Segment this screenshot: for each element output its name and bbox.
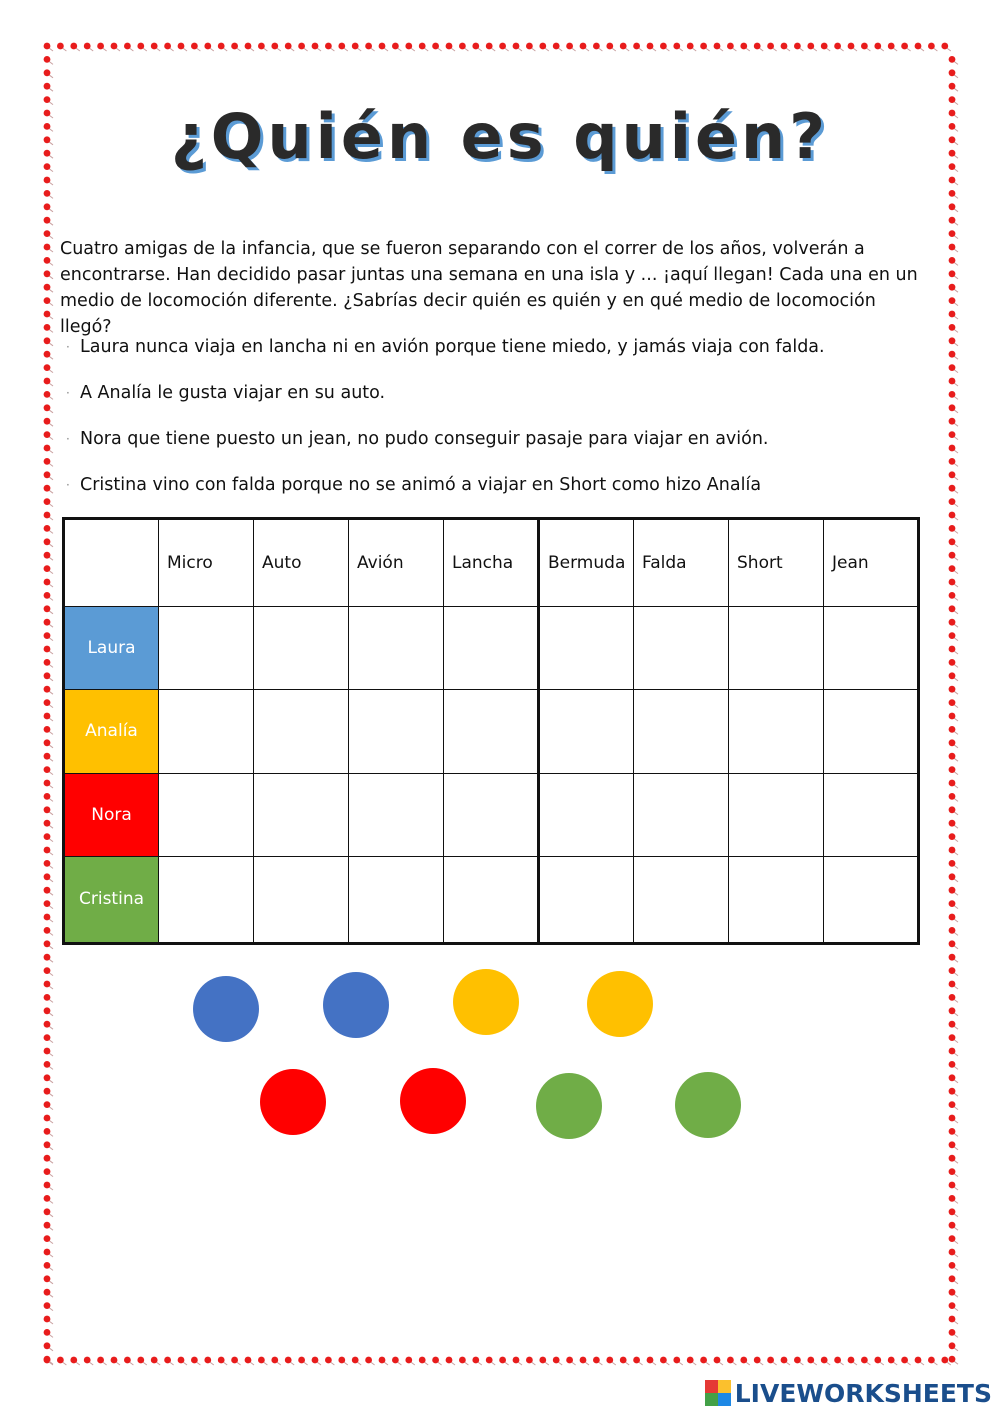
column-header-auto: Auto bbox=[254, 519, 349, 607]
column-header-avion: Avión bbox=[349, 519, 444, 607]
drop-cell[interactable] bbox=[729, 690, 824, 773]
drop-cell[interactable] bbox=[159, 773, 254, 856]
drop-cell[interactable] bbox=[824, 690, 919, 773]
column-header-micro: Micro bbox=[159, 519, 254, 607]
counter-circle[interactable] bbox=[453, 969, 519, 1035]
clue-list bbox=[64, 334, 934, 518]
counter-circle[interactable] bbox=[193, 976, 259, 1042]
bullet-icon: · bbox=[66, 386, 70, 400]
drop-cell[interactable] bbox=[159, 690, 254, 773]
clue-text: Nora que tiene puesto un jean, no pudo conseguir pasaje para viajar en avión. bbox=[80, 429, 769, 449]
counter-circle[interactable] bbox=[260, 1069, 326, 1135]
counter-circle[interactable] bbox=[675, 1072, 741, 1138]
bullet-icon: · bbox=[66, 340, 70, 354]
drop-cell[interactable] bbox=[729, 607, 824, 690]
drop-cell[interactable] bbox=[444, 856, 539, 943]
clue-item bbox=[64, 334, 934, 380]
clue-item bbox=[64, 472, 934, 518]
drop-cell[interactable] bbox=[539, 856, 634, 943]
bullet-icon: · bbox=[66, 478, 70, 492]
column-header-jean: Jean bbox=[824, 519, 919, 607]
drop-cell[interactable] bbox=[729, 773, 824, 856]
drop-cell[interactable] bbox=[444, 690, 539, 773]
drop-cell[interactable] bbox=[349, 773, 444, 856]
drop-cell[interactable] bbox=[159, 607, 254, 690]
row-label-cristina: Cristina bbox=[64, 856, 159, 943]
liveworksheets-footer bbox=[705, 1376, 992, 1410]
drop-cell[interactable] bbox=[539, 773, 634, 856]
drop-cell[interactable] bbox=[159, 856, 254, 943]
clue-text: Cristina vino con falda porque no se animó a viajar en Short como hizo Analía bbox=[80, 475, 762, 495]
row-label-analia: Analía bbox=[64, 690, 159, 773]
drop-cell[interactable] bbox=[254, 607, 349, 690]
drop-cell[interactable] bbox=[824, 856, 919, 943]
drop-cell[interactable] bbox=[349, 856, 444, 943]
drop-cell[interactable] bbox=[824, 773, 919, 856]
table-row bbox=[64, 856, 919, 943]
drop-cell[interactable] bbox=[254, 856, 349, 943]
drop-cell[interactable] bbox=[634, 773, 729, 856]
bullet-icon: · bbox=[66, 432, 70, 446]
corner-cell bbox=[64, 519, 159, 607]
intro-paragraph: Cuatro amigas de la infancia, que se fueron separando con el correr de los años, volverán a encontrarse. Han decidido pasar juntas una semana en una isla y ... ¡aquí llegan! Cada una en un medio de locomoción diferente. ¿Sabrías decir quién es quién y en qué medio de locomoción llegó? bbox=[60, 239, 918, 337]
clue-item bbox=[64, 380, 934, 426]
drop-cell[interactable] bbox=[444, 607, 539, 690]
drop-cell[interactable] bbox=[254, 690, 349, 773]
counter-circle[interactable] bbox=[587, 971, 653, 1037]
column-header-short: Short bbox=[729, 519, 824, 607]
drop-cell[interactable] bbox=[539, 607, 634, 690]
drop-cell[interactable] bbox=[634, 856, 729, 943]
column-header-lancha: Lancha bbox=[444, 519, 539, 607]
worksheet-title: ¿Quién es quién? bbox=[170, 100, 830, 173]
drop-cell[interactable] bbox=[539, 690, 634, 773]
row-label-nora: Nora bbox=[64, 773, 159, 856]
logic-grid-table bbox=[62, 517, 920, 945]
clue-text: A Analía le gusta viajar en su auto. bbox=[80, 383, 386, 403]
counter-circle[interactable] bbox=[400, 1068, 466, 1134]
drop-cell[interactable] bbox=[349, 607, 444, 690]
drop-cell[interactable] bbox=[254, 773, 349, 856]
liveworksheets-brand: LIVEWORKSHEETS bbox=[734, 1378, 992, 1408]
column-header-falda: Falda bbox=[634, 519, 729, 607]
drop-cell[interactable] bbox=[634, 607, 729, 690]
drop-cell[interactable] bbox=[634, 690, 729, 773]
row-label-laura: Laura bbox=[64, 607, 159, 690]
drop-cell[interactable] bbox=[444, 773, 539, 856]
liveworksheets-logo-icon bbox=[705, 1380, 731, 1406]
drop-cell[interactable] bbox=[729, 856, 824, 943]
counter-circle[interactable] bbox=[536, 1073, 602, 1139]
counter-circle[interactable] bbox=[323, 972, 389, 1038]
drop-cell[interactable] bbox=[824, 607, 919, 690]
clue-item bbox=[64, 426, 934, 472]
table-row bbox=[64, 690, 919, 773]
table-row bbox=[64, 773, 919, 856]
clue-text: Laura nunca viaja en lancha ni en avión porque tiene miedo, y jamás viaja con falda. bbox=[80, 337, 825, 357]
drop-cell[interactable] bbox=[349, 690, 444, 773]
table-row bbox=[64, 607, 919, 690]
table-header-row bbox=[64, 519, 919, 607]
column-header-bermuda: Bermuda bbox=[539, 519, 634, 607]
